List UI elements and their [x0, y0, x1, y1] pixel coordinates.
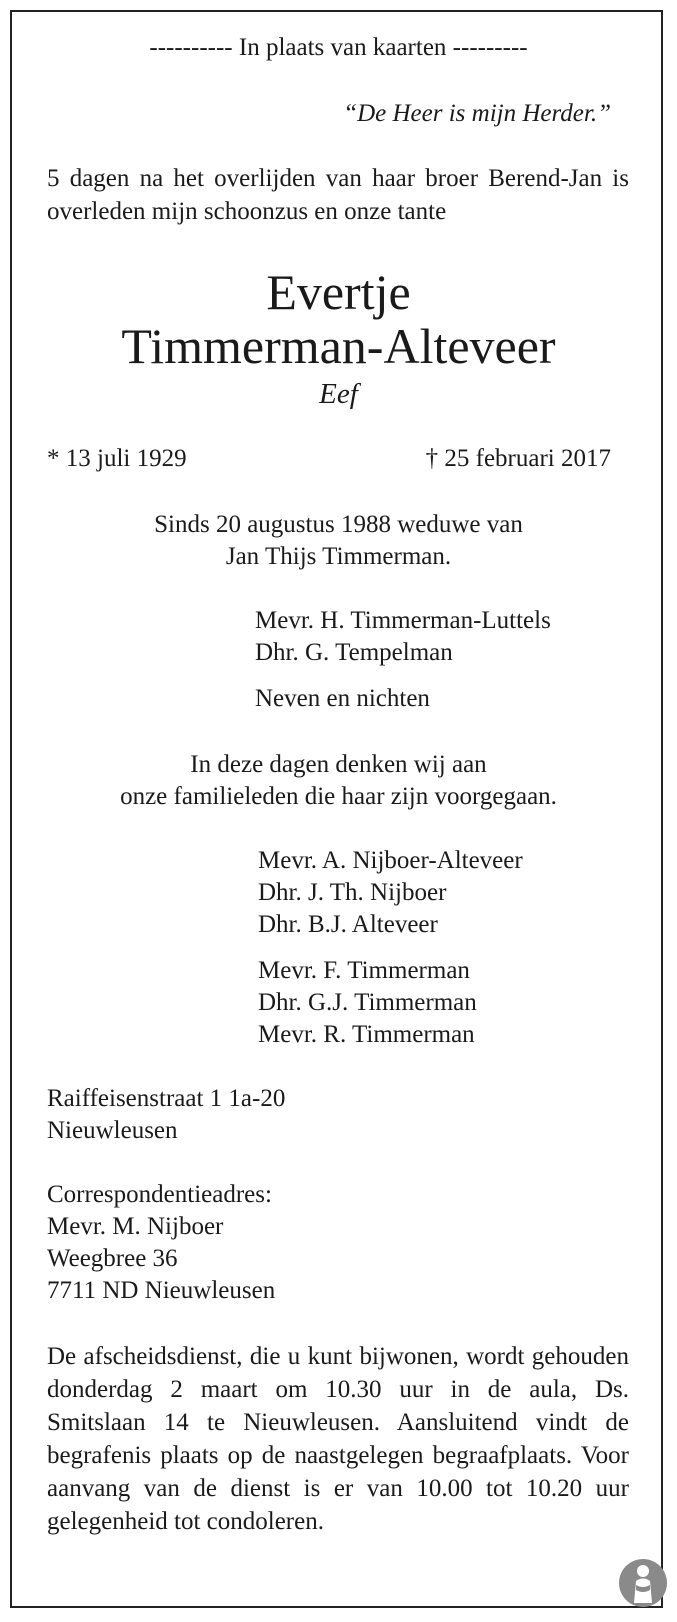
widow-line-2: Jan Thijs Timmerman.: [225, 543, 452, 570]
widow-line-1: Sinds 20 augustus 1988 weduwe van: [154, 511, 523, 538]
predeceased-name: Mevr. R. Timmerman: [258, 1021, 475, 1048]
service-details: De afscheidsdienst, die u kunt bijwonen, wordt gehouden donderdag 2 maart om 10.30 uur in de aula, Ds. Smitslaan 14 te Nieuwleusen. Aansluitend vindt de begrafenis plaats op de naastgelegen begraafplaats. Voor aanvang van de dienst is er van 10.00 tot 10.20 uur gelegenheid tot condoleren.: [47, 1343, 629, 1535]
bible-quote: “De Heer is mijn Herder.”: [343, 100, 611, 127]
predeceased-name: Dhr. B.J. Alteveer: [258, 911, 438, 938]
intro-text: 5 dagen na het overlijden van haar broer Berend-Jan is overleden mijn schoonzus en onze tante: [47, 165, 629, 225]
correspondence-name: Mevr. M. Nijboer: [47, 1213, 224, 1240]
predeceased-name: Mevr. F. Timmerman: [258, 957, 470, 984]
home-address-street: Raiffeisenstraat 1 1a-20: [47, 1085, 286, 1112]
predeceased-name: Dhr. J. Th. Nijboer: [258, 879, 447, 906]
predeceased-name: Dhr. G.J. Timmerman: [258, 989, 477, 1016]
in-plaats-van-kaarten: ---------- In plaats van kaarten ---------: [149, 34, 528, 61]
deceased-first-name: Evertje: [266, 264, 411, 320]
predeceased-name: Mevr. A. Nijboer-Alteveer: [258, 847, 523, 874]
birth-date: * 13 juli 1929: [47, 445, 187, 472]
correspondence-street: Weegbree 36: [47, 1245, 178, 1272]
deceased-nickname: Eef: [319, 378, 358, 410]
remembrance-line-2: onze familieleden die haar zijn voorgegaan.: [120, 783, 557, 810]
death-date: † 25 februari 2017: [425, 445, 611, 472]
remembrance-line-1: In deze dagen denken wij aan: [190, 751, 487, 778]
correspondence-postal-city: 7711 ND Nieuwleusen: [47, 1277, 276, 1304]
figure-icon: [619, 1559, 667, 1607]
home-address-city: Nieuwleusen: [47, 1117, 178, 1144]
relative-name: Neven en nichten: [255, 685, 430, 712]
relative-name: Mevr. H. Timmerman-Luttels: [255, 607, 551, 634]
deceased-surname: Timmerman-Alteveer: [121, 318, 556, 374]
correspondence-label: Correspondentieadres:: [47, 1181, 272, 1208]
relative-name: Dhr. G. Tempelman: [255, 639, 453, 666]
publisher-logo-icon: [619, 1559, 667, 1607]
